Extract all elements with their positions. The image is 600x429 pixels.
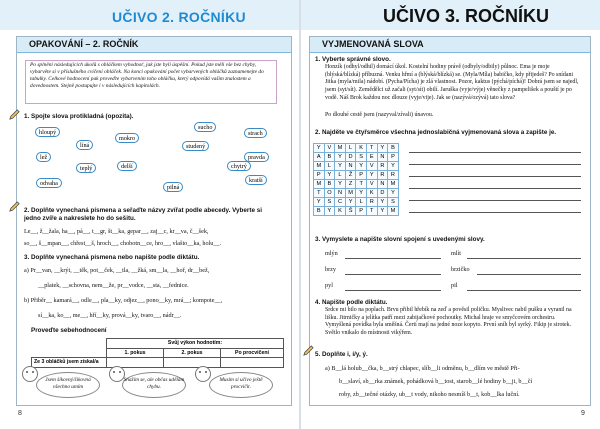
grid-cell[interactable]: Y — [377, 207, 388, 216]
answer-line[interactable] — [409, 212, 581, 213]
grid-cell[interactable]: T — [314, 189, 325, 198]
q1-heading: 1. Spojte slova protikladná (opozita). — [24, 113, 134, 120]
grid-cell[interactable]: Y — [335, 180, 346, 189]
smiley-face-icon — [109, 366, 125, 382]
grid-row — [314, 153, 399, 162]
answer-line[interactable] — [467, 290, 581, 291]
grid-cell[interactable]: Y — [356, 162, 367, 171]
grid-cell[interactable]: Y — [324, 207, 335, 216]
grid-cell[interactable]: L — [335, 171, 346, 180]
self-eval-table — [31, 338, 284, 368]
grid-cell[interactable]: T — [356, 180, 367, 189]
bubble-good[interactable]: Snažím se, ale občas udělám chybu. — [122, 372, 186, 398]
pencil-icon — [302, 344, 315, 357]
word-box[interactable]: pilná — [163, 182, 183, 192]
grid-cell[interactable]: Y — [366, 171, 377, 180]
answer-line[interactable] — [467, 258, 581, 259]
grid-cell[interactable]: V — [366, 180, 377, 189]
grid-cell[interactable]: Y — [345, 198, 356, 207]
page-number: 9 — [581, 410, 585, 417]
q3-heading: 3. Vymyslete a napište slovní spojení s uvedenými slovy. — [315, 236, 485, 243]
grid-cell[interactable]: T — [366, 144, 377, 153]
right-page — [301, 0, 600, 429]
grid-cell[interactable]: Y — [314, 198, 325, 207]
eval-title: Proveďte sebehodnocení — [31, 327, 107, 334]
page-number: 8 — [18, 410, 22, 417]
word-box[interactable]: kratší — [245, 175, 267, 185]
q4-text: Srdce mi bilo na poplach. Brvu přibil hřebík na zeď a pověsil poličku. Myslivec nabil pušku a vyranil na lišku. Jitrničky a jelítka patří mezi zabijačkové pochoutky. Michal hraje ve smyčcovém orchestru. Vymyšlená povídka byla směšná. Čertí mají na jedné noze kopyto. První sníh byl syrký. Fikip je sirotek. Světlo vnikalo do místnosti vikýřem. — [325, 307, 572, 337]
smiley-face-icon — [22, 366, 38, 382]
word-search-grid[interactable] — [313, 143, 399, 216]
eval-col: Po procvičení — [221, 348, 284, 358]
grid-cell[interactable]: P — [356, 207, 367, 216]
eval-row-label: Ze 3 obláčků jsem získal/a — [32, 358, 107, 368]
grid-cell[interactable]: M — [388, 207, 399, 216]
grid-cell[interactable]: L — [324, 162, 335, 171]
eval-header: Svůj výkon hodnotím: — [107, 339, 284, 349]
grid-cell[interactable]: R — [377, 162, 388, 171]
bubble-excellent[interactable]: Jsem šikovný/šikovná všechno umím — [36, 372, 100, 398]
grid-row — [314, 198, 399, 207]
grid-row — [314, 171, 399, 180]
q1-text: Honzík (odhyl/odhil) domácí úkol. Kostelní hodiny právě (odbyly/odbily) půlnoc. Ema je moje (blýská/blízká) příbuzná. Venku hřmí a (blýská/blízká) se. (Myla/Míla) babičko, kdy přijedeš? Po snídani Jitka (myla/mila) nádobí. (Pycha/Pícha) je zlá vlastnost. Pozor, kaktus (pýchá/píchá)! Dobrá jsem se najedl, jsem (syt/sít). Zemědělci už začali (syt/sít) obilí. Jaruška (vyje/výje) věnečky z pampelišek a pouští je po vodě. Náš Brok každou noc dlouze (vyje/vije). Jak se (nazývá/ozývá) tato slova? — [325, 64, 579, 101]
pencil-icon — [8, 108, 21, 121]
answer-line[interactable] — [409, 176, 581, 177]
grid-cell[interactable]: B — [324, 180, 335, 189]
answer-line[interactable] — [345, 274, 441, 275]
q4-heading: 4. Napište podle diktátu. — [315, 299, 388, 306]
answer-line[interactable] — [409, 188, 581, 189]
grid-cell[interactable]: V — [324, 144, 335, 153]
word-box[interactable]: lež — [36, 152, 51, 162]
grid-cell[interactable]: Y — [314, 144, 325, 153]
eval-col: 2. pokus — [164, 348, 221, 358]
grid-cell[interactable]: K — [356, 144, 367, 153]
q1-text-end: Po dlouhé cestě jsem (nazyval/zívali) únavou. — [325, 112, 434, 118]
grid-cell[interactable]: M — [314, 162, 325, 171]
grid-row — [314, 144, 399, 153]
grid-row — [314, 180, 399, 189]
answer-line[interactable] — [477, 274, 581, 275]
grid-cell[interactable]: Ž — [345, 171, 356, 180]
grid-row — [314, 189, 399, 198]
grid-cell[interactable]: Š — [345, 207, 356, 216]
grid-cell[interactable]: P — [388, 153, 399, 162]
q3b-line1: b) Přiběr__ kamará__, odle__, pla__ky, odjez__, pono__ky, mrá__; kompote__, — [24, 297, 223, 304]
grid-cell[interactable]: M — [345, 189, 356, 198]
q5a-line1: a) B__lá holub__čka, b__strý chlapec, slíb__li odměnu, b__dlím ve městě Při- — [325, 365, 520, 372]
grid-cell[interactable]: R — [377, 171, 388, 180]
grid-cell[interactable]: K — [335, 207, 346, 216]
word-box[interactable]: delší — [117, 161, 137, 171]
eval-cell[interactable] — [164, 358, 221, 368]
grid-cell[interactable]: M — [335, 144, 346, 153]
q3-word: mlít — [451, 250, 461, 257]
grid-cell[interactable]: Y — [356, 189, 367, 198]
answer-line[interactable] — [409, 152, 581, 153]
grid-cell[interactable]: N — [335, 189, 346, 198]
grid-row — [314, 162, 399, 171]
grid-cell[interactable]: Y — [377, 198, 388, 207]
grid-cell[interactable]: S — [388, 198, 399, 207]
pencil-icon — [8, 200, 21, 213]
q3-word: mlýn — [325, 250, 338, 257]
grid-cell[interactable]: D — [377, 189, 388, 198]
answer-line[interactable] — [345, 258, 441, 259]
grid-cell[interactable]: B — [388, 144, 399, 153]
right-section-title: VYJMENOVANÁ SLOVA — [322, 39, 424, 49]
q3-word: brzičko — [451, 266, 470, 273]
grid-cell[interactable]: M — [314, 180, 325, 189]
q5-heading: 5. Doplňte i, í/y, ý. — [315, 351, 368, 358]
grid-cell[interactable]: R — [366, 198, 377, 207]
grid-cell[interactable]: L — [356, 198, 367, 207]
q3b-line2: sí__ka, ko__, me__, hří__ky, prová__ky, tvaro__, nádr__. — [38, 312, 182, 319]
grid-cell[interactable]: P — [356, 171, 367, 180]
grid-cell[interactable]: O — [324, 189, 335, 198]
grid-cell[interactable]: T — [366, 207, 377, 216]
bubble-practice[interactable]: Musím si učivo ještě procvičit. — [209, 372, 273, 398]
right-section-bar — [310, 37, 590, 53]
grid-cell[interactable]: A — [314, 153, 325, 162]
word-box[interactable]: studený — [182, 141, 209, 151]
q3-word: brzy — [325, 266, 336, 273]
q3-word: pyl — [325, 282, 333, 289]
word-box[interactable]: odvaha — [36, 178, 62, 188]
eval-cell[interactable] — [221, 358, 284, 368]
intro-box: Po splnění následujících úkolů s obláčkem vyhodnoť, jak jste byli úspěšní. Pokud jste měli vše bez chyby, vybarvěte si v příslušného cvičení obláček. Na konci opakování počet vybarvených obláčků zaznamenejte do tabulky. Celkové hodnocení pak proveďte vybarvením toho obláčku, který odpovídá vašim znalostem a dovednostem. Stejně postupujte i v následujících kapitolách. — [25, 60, 277, 104]
word-box[interactable]: chytrý — [227, 161, 251, 171]
q2-heading-line2: jedno zvíře a nakreslete ho do sešitu. — [24, 215, 136, 222]
q5a-line3: roby, zb__tečné otázky, ub__t vody, nikoho nesmíš b__t, kob__lka luční. — [339, 391, 520, 398]
grid-cell[interactable]: P — [314, 171, 325, 180]
q5a-line2: b__slaví, sb__rka známek, pohádková b__tost, starob__lé hodiny b__ji, b__čí — [339, 378, 533, 385]
q2-heading: 2. Najděte ve čtyřsměrce všechna jednoslabičná vyjmenovaná slova a zapište je. — [315, 129, 557, 136]
grid-cell[interactable]: E — [366, 153, 377, 162]
grid-cell[interactable]: B — [324, 153, 335, 162]
left-section-title: OPAKOVÁNÍ – 2. ROČNÍK — [29, 39, 139, 49]
grid-cell[interactable]: V — [366, 162, 377, 171]
q2-text-line2: so__, š__mpan__, chřest__š, hroch__, chobotn__ce, hro__, vlašto__ka, holu__. — [24, 240, 222, 247]
word-box[interactable]: strach — [244, 128, 267, 138]
q3a-line2: __platek, __schovna, nem__že, pr__vodce, __sta, __fednice. — [38, 282, 189, 289]
q3-word: pil — [451, 282, 458, 289]
grid-cell[interactable]: R — [388, 171, 399, 180]
q3-heading: 3. Doplňte vynechaná písmena nebo napište podle diktátu. — [24, 254, 200, 261]
answer-line[interactable] — [409, 164, 581, 165]
answer-line[interactable] — [345, 290, 441, 291]
q2-heading-line1: 2. Doplňte vynechaná písmena a seřaďte názvy zvířat podle abecedy. Vyberte si — [24, 207, 262, 214]
grid-cell[interactable]: Y — [335, 162, 346, 171]
q2-text-line1: Le__, ž__žala, ha__, pá__, t__gr, št__ka, gepar__, zaj__c, kr__va, č__šek, — [24, 228, 209, 235]
grid-row — [314, 207, 399, 216]
grid-cell[interactable]: Y — [388, 189, 399, 198]
word-box[interactable]: teplý — [76, 163, 96, 173]
grid-cell[interactable]: C — [335, 198, 346, 207]
answer-line[interactable] — [409, 200, 581, 201]
grid-cell[interactable]: S — [324, 198, 335, 207]
grid-cell[interactable]: K — [366, 189, 377, 198]
word-box[interactable]: pravda — [244, 152, 269, 162]
grid-cell[interactable]: L — [345, 144, 356, 153]
q1-heading: 1. Vyberte správné slovo. — [315, 56, 391, 63]
grid-cell[interactable]: S — [356, 153, 367, 162]
smiley-face-icon — [195, 366, 211, 382]
eval-col: 1. pokus — [107, 348, 164, 358]
grid-cell[interactable]: Z — [345, 180, 356, 189]
grid-cell[interactable]: D — [345, 153, 356, 162]
grid-cell[interactable]: N — [377, 180, 388, 189]
left-page-title: UČIVO 2. ROČNÍKU — [112, 9, 246, 25]
word-box[interactable]: mokro — [115, 133, 139, 143]
right-page-title: UČIVO 3. ROČNÍKU — [383, 6, 550, 26]
word-box[interactable]: sucho — [194, 122, 216, 132]
word-box[interactable]: hloupý — [35, 127, 60, 137]
q3a-line1: a) Pr__van, __krýt, __těk, pot__ček, __tla, __žká, sm__la, __hoř, dr__bež, — [24, 267, 210, 274]
word-box[interactable]: líná — [76, 140, 93, 150]
left-section-bar — [17, 37, 291, 53]
grid-cell[interactable]: N — [377, 153, 388, 162]
grid-cell[interactable]: N — [345, 162, 356, 171]
grid-cell[interactable]: B — [314, 207, 325, 216]
grid-cell[interactable]: Y — [377, 144, 388, 153]
grid-cell[interactable]: M — [388, 180, 399, 189]
grid-cell[interactable]: Y — [335, 153, 346, 162]
grid-cell[interactable]: Y — [388, 162, 399, 171]
grid-cell[interactable]: Y — [324, 171, 335, 180]
